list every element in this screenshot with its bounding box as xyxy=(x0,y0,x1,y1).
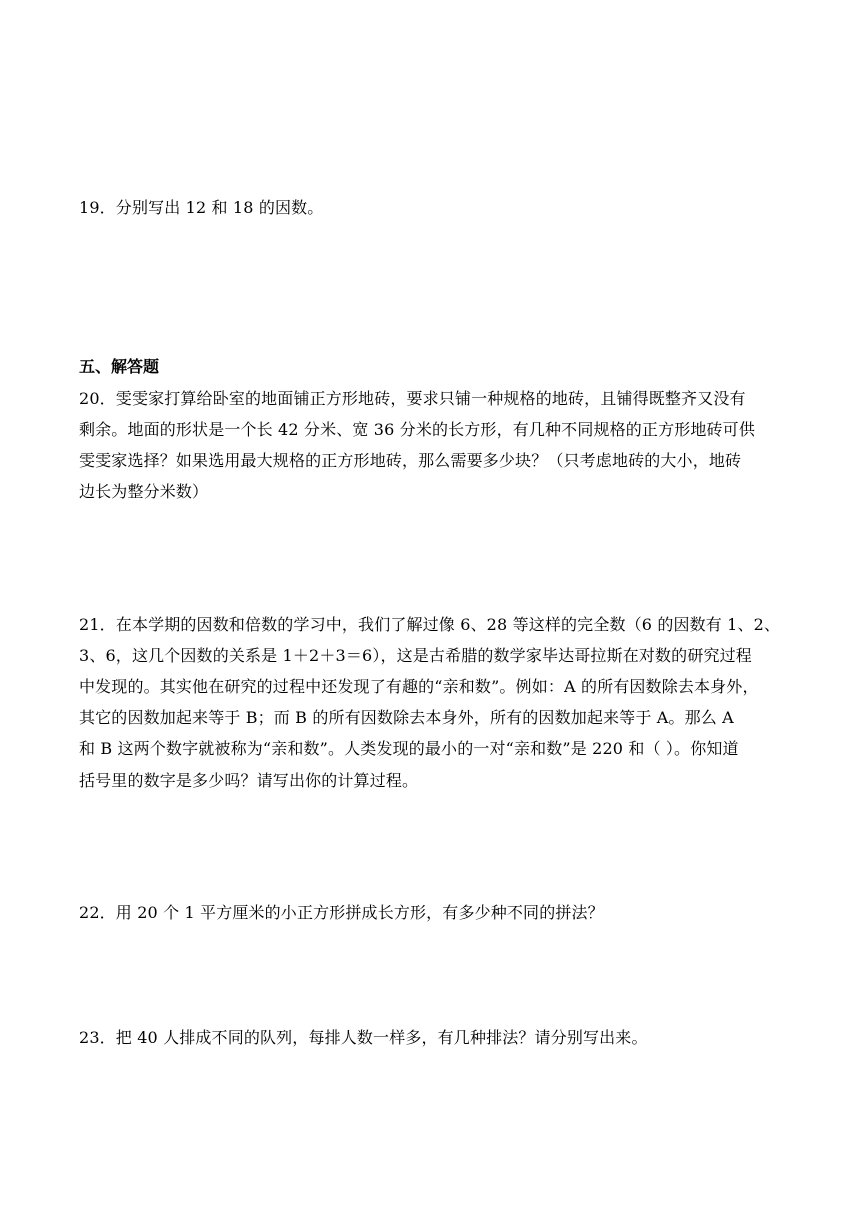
question-20-line: 边长为整分米数） xyxy=(79,482,209,501)
question-22: 22．用 20 个 1 平方厘米的小正方形拼成长方形，有多少种不同的拼法？ xyxy=(79,903,604,922)
question-19: 19．分别写出 12 和 18 的因数。 xyxy=(79,198,324,217)
question-20-line: 20．雯雯家打算给卧室的地面铺正方形地砖，要求只铺一种规格的地砖，且铺得既整齐又没有 xyxy=(79,389,746,408)
question-21-line: 中发现的。其实他在研究的过程中还发现了有趣的“亲和数”。例如：A 的所有因数除去本身外， xyxy=(79,677,759,696)
question-21-line: 3、6，这几个因数的关系是 1＋2＋3＝6），这是古希腊的数学家毕达哥拉斯在对数的研究过程 xyxy=(79,646,752,665)
question-20-line: 雯雯家选择？如果选用最大规格的正方形地砖，那么需要多少块？（只考虑地砖的大小，地砖 xyxy=(79,451,742,470)
question-21-line: 其它的因数加起来等于 B；而 B 的所有因数除去本身外，所有的因数加起来等于 A。那么 A xyxy=(79,708,734,727)
section-title-answer-questions: 五、解答题 xyxy=(79,357,160,376)
question-20-line: 剩余。地面的形状是一个长 42 分米、宽 36 分米的长方形，有几种不同规格的正方形地砖可供 xyxy=(79,420,755,439)
question-21-line: 括号里的数字是多少吗？请写出你的计算过程。 xyxy=(79,771,419,790)
question-23: 23．把 40 人排成不同的队列，每排人数一样多，有几种排法？请分别写出来。 xyxy=(79,1028,648,1047)
question-21-line: 和 B 这两个数字就被称为“亲和数”。人类发现的最小的一对“亲和数”是 220 和（ ）。你知道 xyxy=(79,739,739,758)
question-21-line: 21．在本学期的因数和倍数的学习中，我们了解过像 6、28 等这样的完全数（6 的因数有 1、2、 xyxy=(79,615,781,634)
